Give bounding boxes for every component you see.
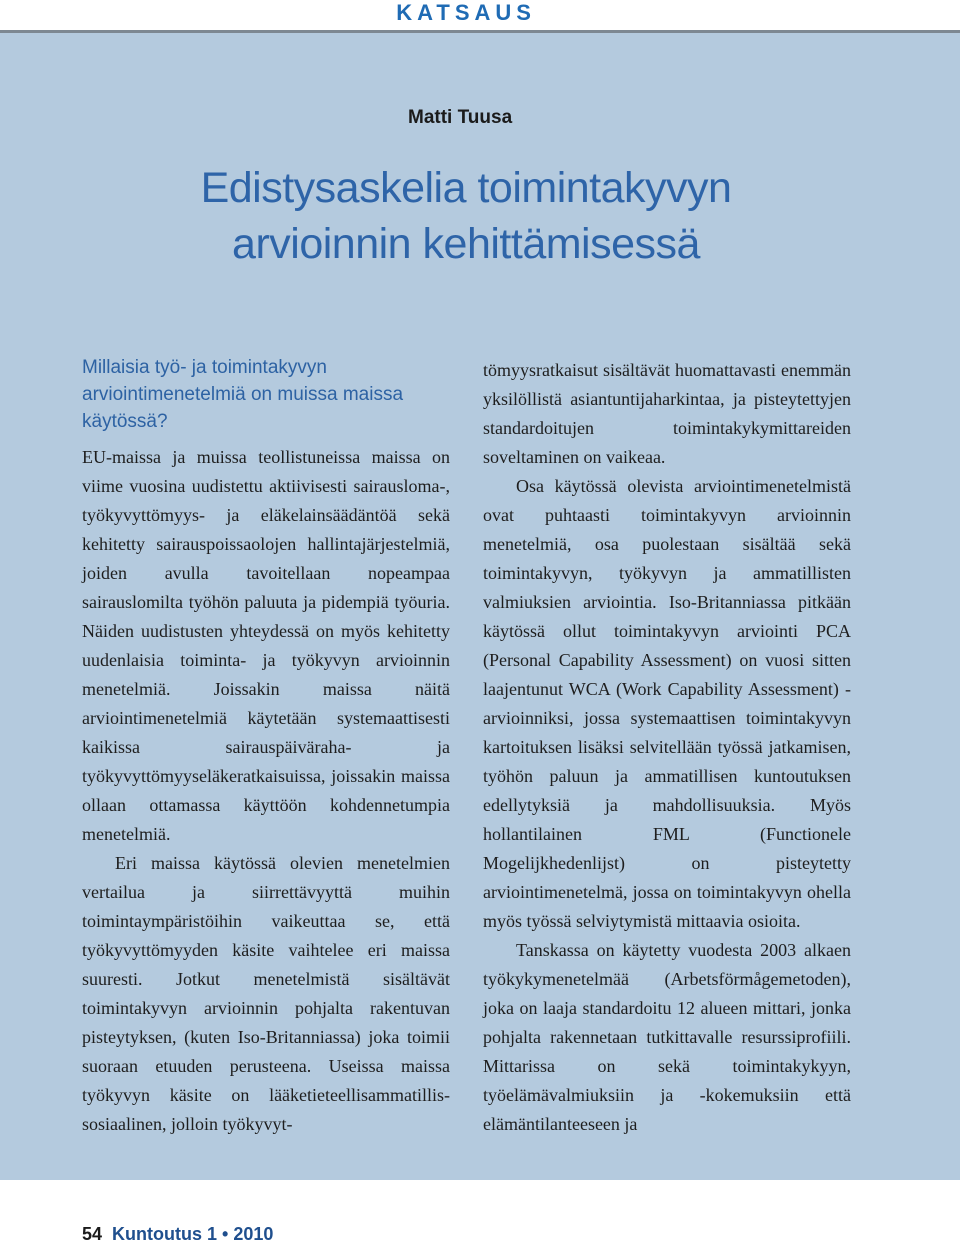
article-title: Edistysaskelia toimintakyvyn arvioinnin kehittämisessä (200, 164, 732, 268)
paragraph: Osa käytössä olevista arviointimenetelmistä ovat puhtaasti toimintakyvyn arvioinnin menetelmiä, osa puolestaan sisältää sekä toimintakyvyn, työkyvyn ja ammatillisten valmiuksien arviointia. Iso-Britanniassa pitkään käytössä ollut toimintakyvyn arviointi PCA (Personal Capability Assessment) on vuosi sitten laajentunut WCA (Work Capability Assessment) -arvioinniksi, jossa systemaattisen toimintakyvyn kartoituksen lisäksi selvitellään työssä jatkamisen, työhön paluun ja ammatillisen kuntoutuksen edellytyksiä ja mahdollisuuksia. Myös hollantilainen FML (Functionele Mogelijkhedenlijst) on pisteytetty arviointimenetelmä, jossa on toimintakyvyn ohella myös työssä selviytymistä mittaavia osioita. (483, 476, 851, 931)
right-column (483, 356, 851, 1139)
subheading: Millaisia työ- ja toimintakyvyn arviointimenetelmiä on muissa maissa käytössä? (82, 357, 404, 432)
publication-name: Kuntoutus 1 • 2010 (112, 1224, 274, 1244)
header-bar (0, 0, 960, 30)
paragraph: Tanskassa on käytetty vuodesta 2003 alkaen työkykymenetelmää (Arbetsförmågemetoden), joka on laaja standardoitu 12 alueen mittari, jonka pohjalta rakennetaan tutkittavalle resurssiprofiili. Mittarissa on sekä toimintakykyyn, työelämävalmiuksiin ja -kokemuksiin että elämäntilanteeseen ja (483, 940, 851, 1134)
section-label: KATSAUS (396, 0, 536, 25)
paragraph: Eri maissa käytössä olevien menetelmien vertailua ja siirrettävyyttä muihin toimintaympäristöihin vaikeuttaa se, että työkyvyttömyyden käsite vaihtelee eri maissa suuresti. Jotkut menetelmistä sisältävät toimintakyvyn arvioinnin pohjalta rakentuvan pisteytyksen, (kuten Iso-Britanniassa) joka toimii suoraan etuuden perusteena. Useissa maissa työkyvyn käsite on lääketieteellisammatillis-sosiaalinen, jolloin työkyvyt- (82, 853, 450, 1134)
author-name: Matti Tuusa (408, 107, 513, 128)
page-footer (82, 1224, 273, 1245)
left-column (82, 443, 450, 1139)
paragraph: EU-maissa ja muissa teollistuneissa maissa on viime vuosina uudistettu aktiivisesti sairausloma-, työkyvyttömyys- ja eläkelainsäädäntöä sekä kehitetty sairauspoissaolojen hallintajärjestelmiä, joiden avulla tavoitellaan nopeampaa sairauslomilta työhön paluuta ja pidempiä työuria. Näiden uudistusten yhteydessä on myös kehitetty uudenlaisia toiminta- ja työkyvyn arvioinnin menetelmiä. Joissakin maissa näitä arviointimenetelmiä käytetään systemaattisesti kaikissa sairauspäiväraha- ja työkyvyttömyyseläkeratkaisuissa, joissakin maissa ollaan ottamassa käyttöön kohdennetumpia menetelmiä. (82, 447, 450, 844)
page-number: 54 (82, 1224, 103, 1244)
paragraph: tömyysratkaisut sisältävät huomattavasti enemmän yksilöllistä asiantuntijaharkintaa, ja pisteytettyjen standardoitujen toimintakykymittareiden soveltaminen on vaikeaa. (483, 360, 851, 467)
